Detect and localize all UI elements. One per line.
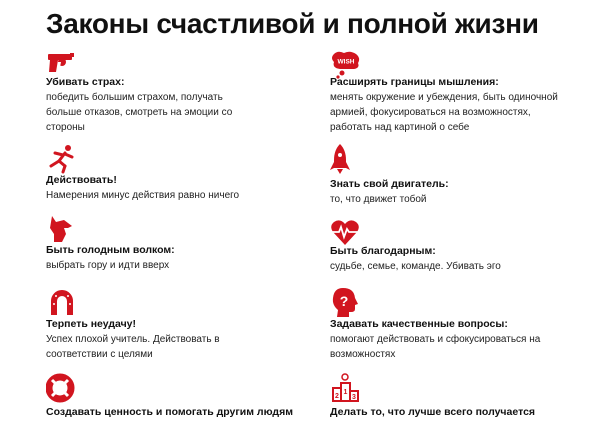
law-description: выбрать гору и идти вверх (46, 260, 170, 271)
running-man-icon (46, 144, 78, 174)
horseshoe-icon (46, 287, 78, 317)
law-description: помогают действовать и сфокусироваться на возможностях (330, 334, 541, 360)
svg-text:2: 2 (335, 393, 339, 400)
law-heading: Расширять границы мышления: (330, 76, 499, 88)
law-heading: Убивать страх: (46, 76, 125, 88)
law-heading: Действовать! (46, 174, 117, 186)
podium-icon (330, 373, 362, 403)
page-title: Законы счастливой и полной жизни (46, 8, 539, 39)
law-description: Успех плохой учитель. Действовать в соответствии с целями (46, 334, 220, 360)
law-heading: Создавать ценность и помогать другим людям (46, 406, 293, 418)
wolf-head-icon (46, 214, 78, 244)
law-description: победить большим страхом, получать больше отказов, смотреть на эмоции со стороны (46, 92, 233, 133)
law-heading: Терпеть неудачу! (46, 318, 136, 330)
svg-text:3: 3 (352, 394, 356, 401)
law-heading: Знать свой двигатель: (330, 178, 449, 190)
law-heading: Быть голодным волком: (46, 244, 175, 256)
law-description: судьбе, семье, команде. Убивать эго (330, 261, 501, 272)
law-heading: Делать то, что лучше всего получается (330, 406, 536, 418)
svg-text:WISH: WISH (337, 58, 355, 66)
law-description: Намерения минус действия равно ничего (46, 190, 240, 201)
law-description: то, что движет тобой (330, 194, 427, 205)
svg-text:1: 1 (343, 389, 348, 396)
rocket-icon (330, 144, 362, 174)
svg-text:?: ? (339, 293, 349, 309)
law-heading: Быть благодарным: (330, 245, 436, 257)
law-heading: Задавать качественные вопросы: (330, 318, 508, 330)
heart-pulse-icon (330, 217, 362, 247)
law-description: менять окружение и убеждения, быть одиночной армией, фокусироваться на возможностях, работать над картиной о себе (330, 92, 558, 133)
lifebuoy-icon (46, 373, 78, 403)
question-head-icon (330, 287, 362, 317)
